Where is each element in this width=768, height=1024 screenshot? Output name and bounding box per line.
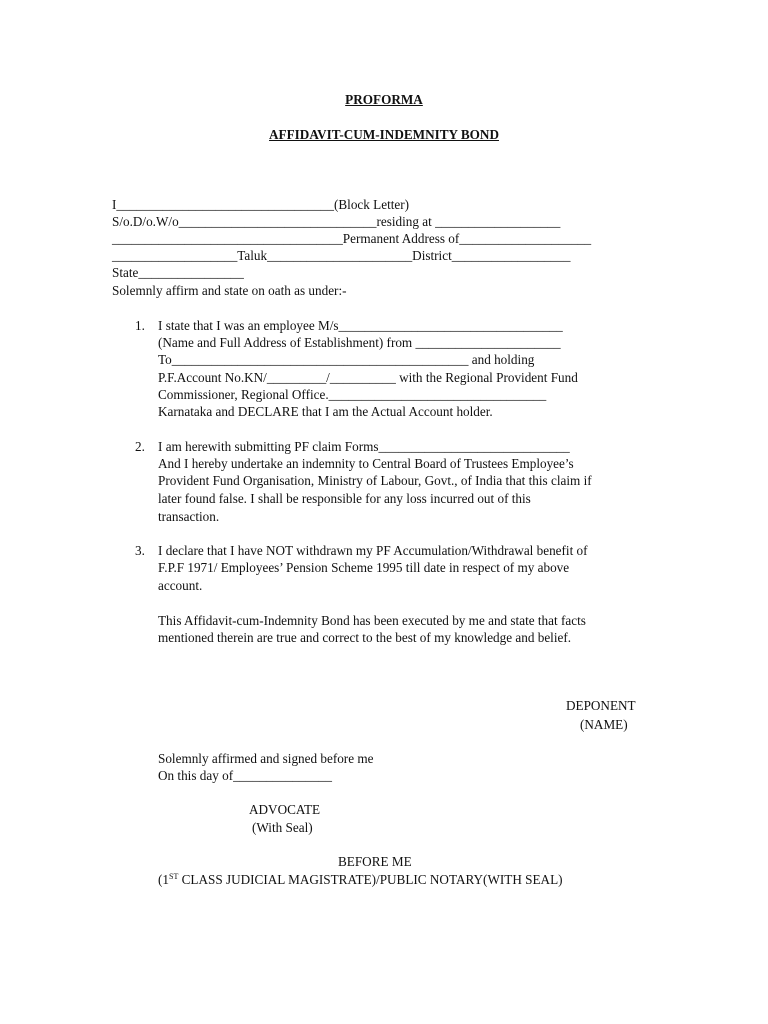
- item-line: Karnataka and DECLARE that I am the Actual Account holder.: [158, 404, 493, 419]
- affirmation-line: Solemnly affirmed and signed before me: [158, 751, 374, 766]
- closing-line: This Affidavit-cum-Indemnity Bond has been executed by me and state that facts: [158, 613, 586, 628]
- detail-line-address: ___________________________________Permanent Address of____________________: [112, 231, 592, 246]
- magistrate-rest: CLASS JUDICIAL MAGISTRATE)/PUBLIC NOTARY(WITH SEAL): [178, 872, 563, 887]
- advocate-seal-label: (With Seal): [252, 820, 313, 835]
- item-line: I am herewith submitting PF claim Forms_____________________________: [158, 439, 570, 454]
- deponent-name-label: (NAME): [580, 717, 628, 732]
- oath-intro: Solemnly affirm and state on oath as under:-: [112, 283, 347, 298]
- item-line: F.P.F 1971/ Employees’ Pension Scheme 1995 till date in respect of my above: [158, 560, 570, 575]
- detail-line-relation: S/o.D/o.W/o______________________________residing at ___________________: [112, 214, 561, 229]
- item-line: (Name and Full Address of Establishment) from ______________________: [158, 335, 561, 350]
- item-line: Provident Fund Organisation, Ministry of Labour, Govt., of India that this claim if: [158, 473, 592, 488]
- item-line: later found false. I shall be responsible for any loss incurred out of this: [158, 491, 531, 506]
- item-line: To_____________________________________________ and holding: [158, 352, 535, 367]
- item-line: transaction.: [158, 509, 220, 524]
- item-line: account.: [158, 578, 203, 593]
- deponent-label: DEPONENT: [566, 698, 636, 713]
- ordinal-superscript: ST: [169, 872, 179, 881]
- doc-heading: PROFORMA: [345, 92, 423, 107]
- doc-title: AFFIDAVIT-CUM-INDEMNITY BOND: [269, 127, 499, 142]
- detail-line-state: State________________: [112, 265, 244, 280]
- item-line: I declare that I have NOT withdrawn my PF Accumulation/Withdrawal benefit of: [158, 543, 588, 558]
- advocate-label: ADVOCATE: [249, 802, 321, 817]
- detail-line-name: I_________________________________(Block Letter): [112, 197, 410, 212]
- item-number: 3.: [135, 543, 145, 558]
- item-line: Commissioner, Regional Office._________________________________: [158, 387, 547, 402]
- closing-line: mentioned therein are true and correct to the best of my knowledge and belief.: [158, 630, 572, 645]
- item-line: I state that I was an employee M/s__________________________________: [158, 318, 563, 333]
- item-number: 1.: [135, 318, 145, 333]
- detail-line-taluk: ___________________Taluk______________________District__________________: [112, 248, 571, 263]
- magistrate-open: (1: [158, 872, 169, 887]
- item-number: 2.: [135, 439, 145, 454]
- magistrate-line: [158, 871, 563, 888]
- before-me-label: BEFORE ME: [338, 854, 412, 869]
- item-line: And I hereby undertake an indemnity to Central Board of Trustees Employee’s: [158, 456, 574, 471]
- affirmation-date-line: On this day of_______________: [158, 768, 332, 783]
- item-line: P.F.Account No.KN/_________/__________ with the Regional Provident Fund: [158, 370, 578, 385]
